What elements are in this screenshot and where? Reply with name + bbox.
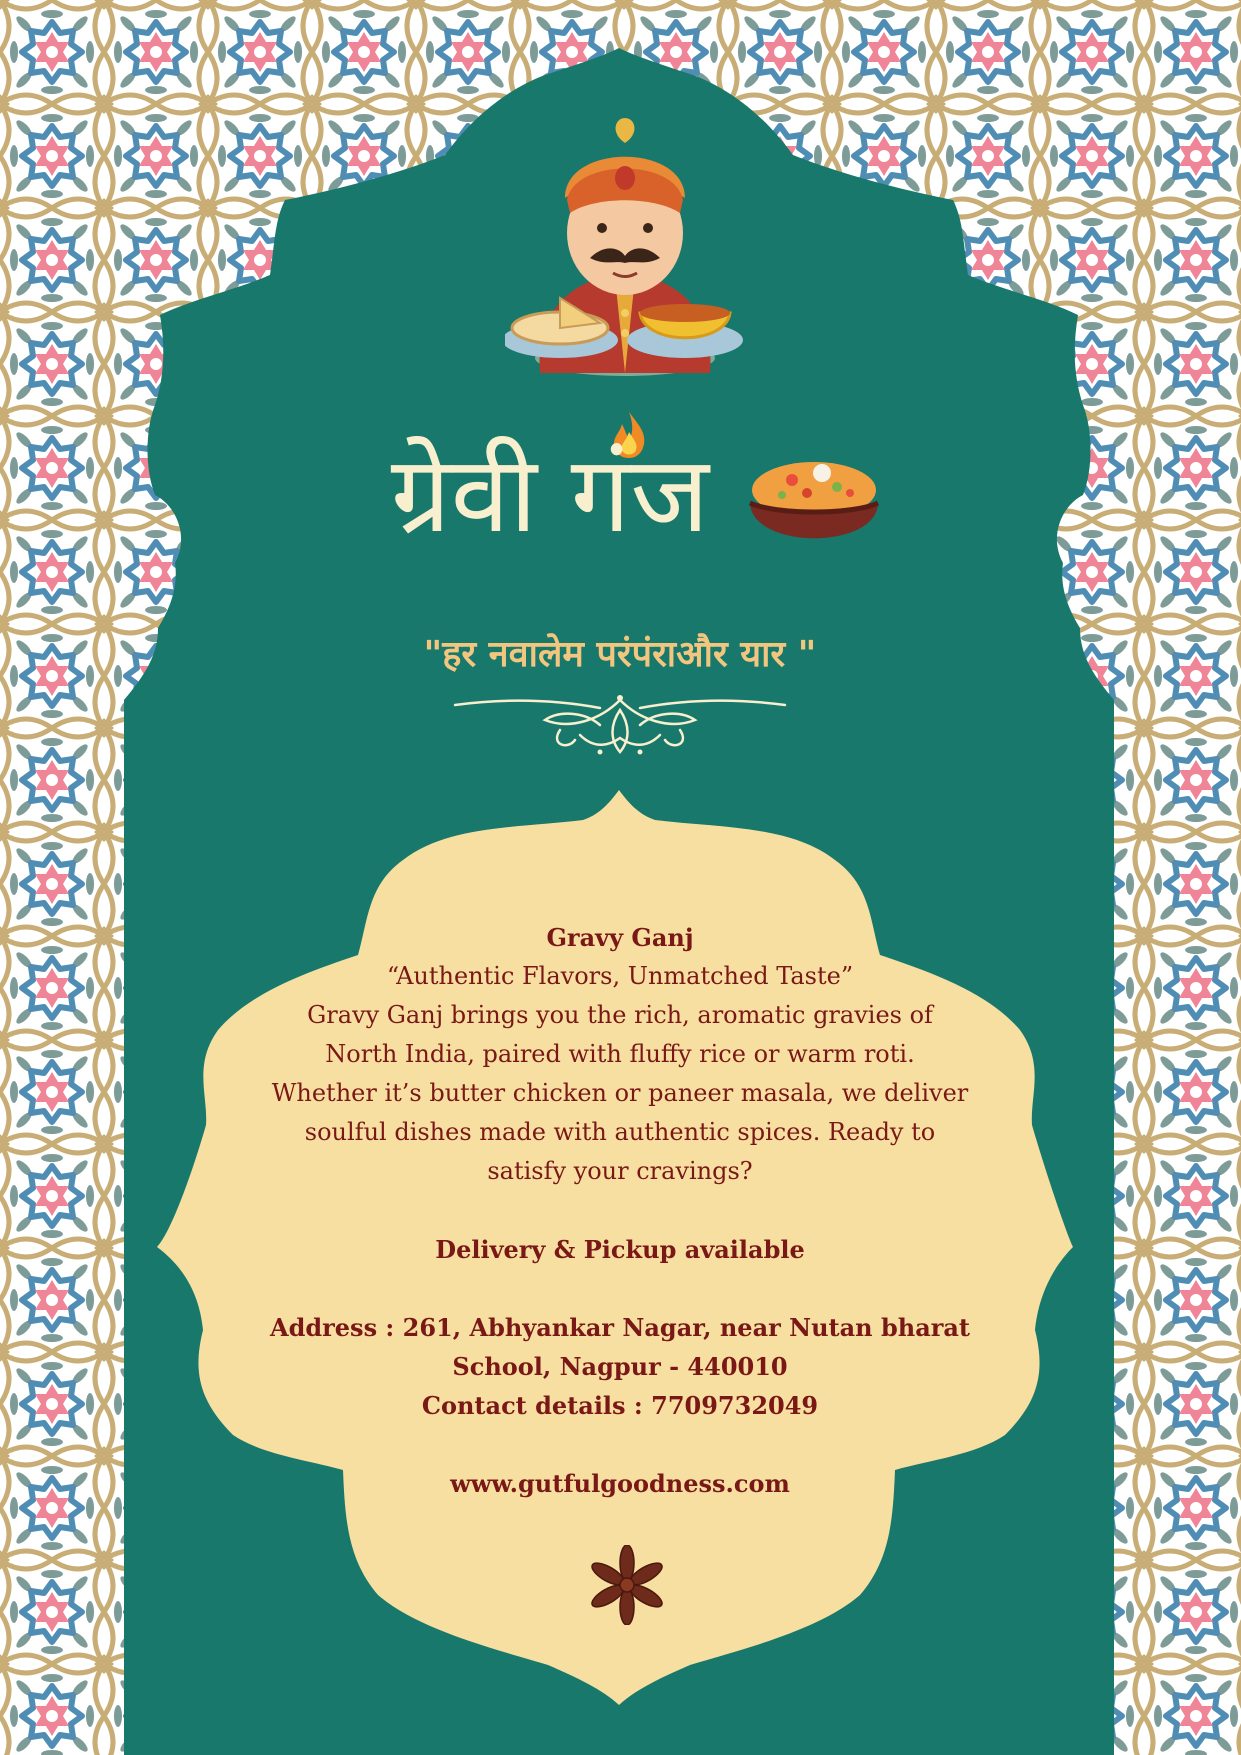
address-line: Address : 261, Abhyankar Nagar, near Nutan bharat [269, 1313, 971, 1342]
description-line: Whether it’s butter chicken or paneer masala, we deliver [271, 1079, 969, 1107]
slogan: “Authentic Flavors, Unmatched Taste” [386, 962, 854, 990]
delivery-info: Delivery & Pickup available [435, 1235, 805, 1264]
description-line: soulful dishes made with authentic spices. Ready to [304, 1118, 936, 1146]
description-line: North India, paired with fluffy rice or warm roti. [325, 1040, 915, 1068]
info-card [240, 918, 1000, 1498]
contact-details: Contact details : 7709732049 [421, 1391, 819, 1420]
restaurant-name: Gravy Ganj [546, 923, 694, 952]
hindi-tagline: "हर नवालेम परंपंराऔर यार " [423, 634, 817, 675]
ornamental-divider-icon [450, 690, 790, 760]
description-line: Gravy Ganj brings you the rich, aromatic gravies of [307, 1001, 933, 1029]
description-line: satisfy your cravings? [487, 1157, 753, 1185]
brand-title-hindi: ग्रेवी गंज [390, 433, 710, 556]
biryani-pot-icon [742, 445, 882, 565]
turbaned-chef-mascot-icon [505, 118, 745, 383]
address-line: School, Nagpur - 440010 [452, 1352, 788, 1381]
website-link[interactable]: www.gutfulgoodness.com [450, 1469, 790, 1498]
star-anise-icon [580, 1545, 675, 1625]
